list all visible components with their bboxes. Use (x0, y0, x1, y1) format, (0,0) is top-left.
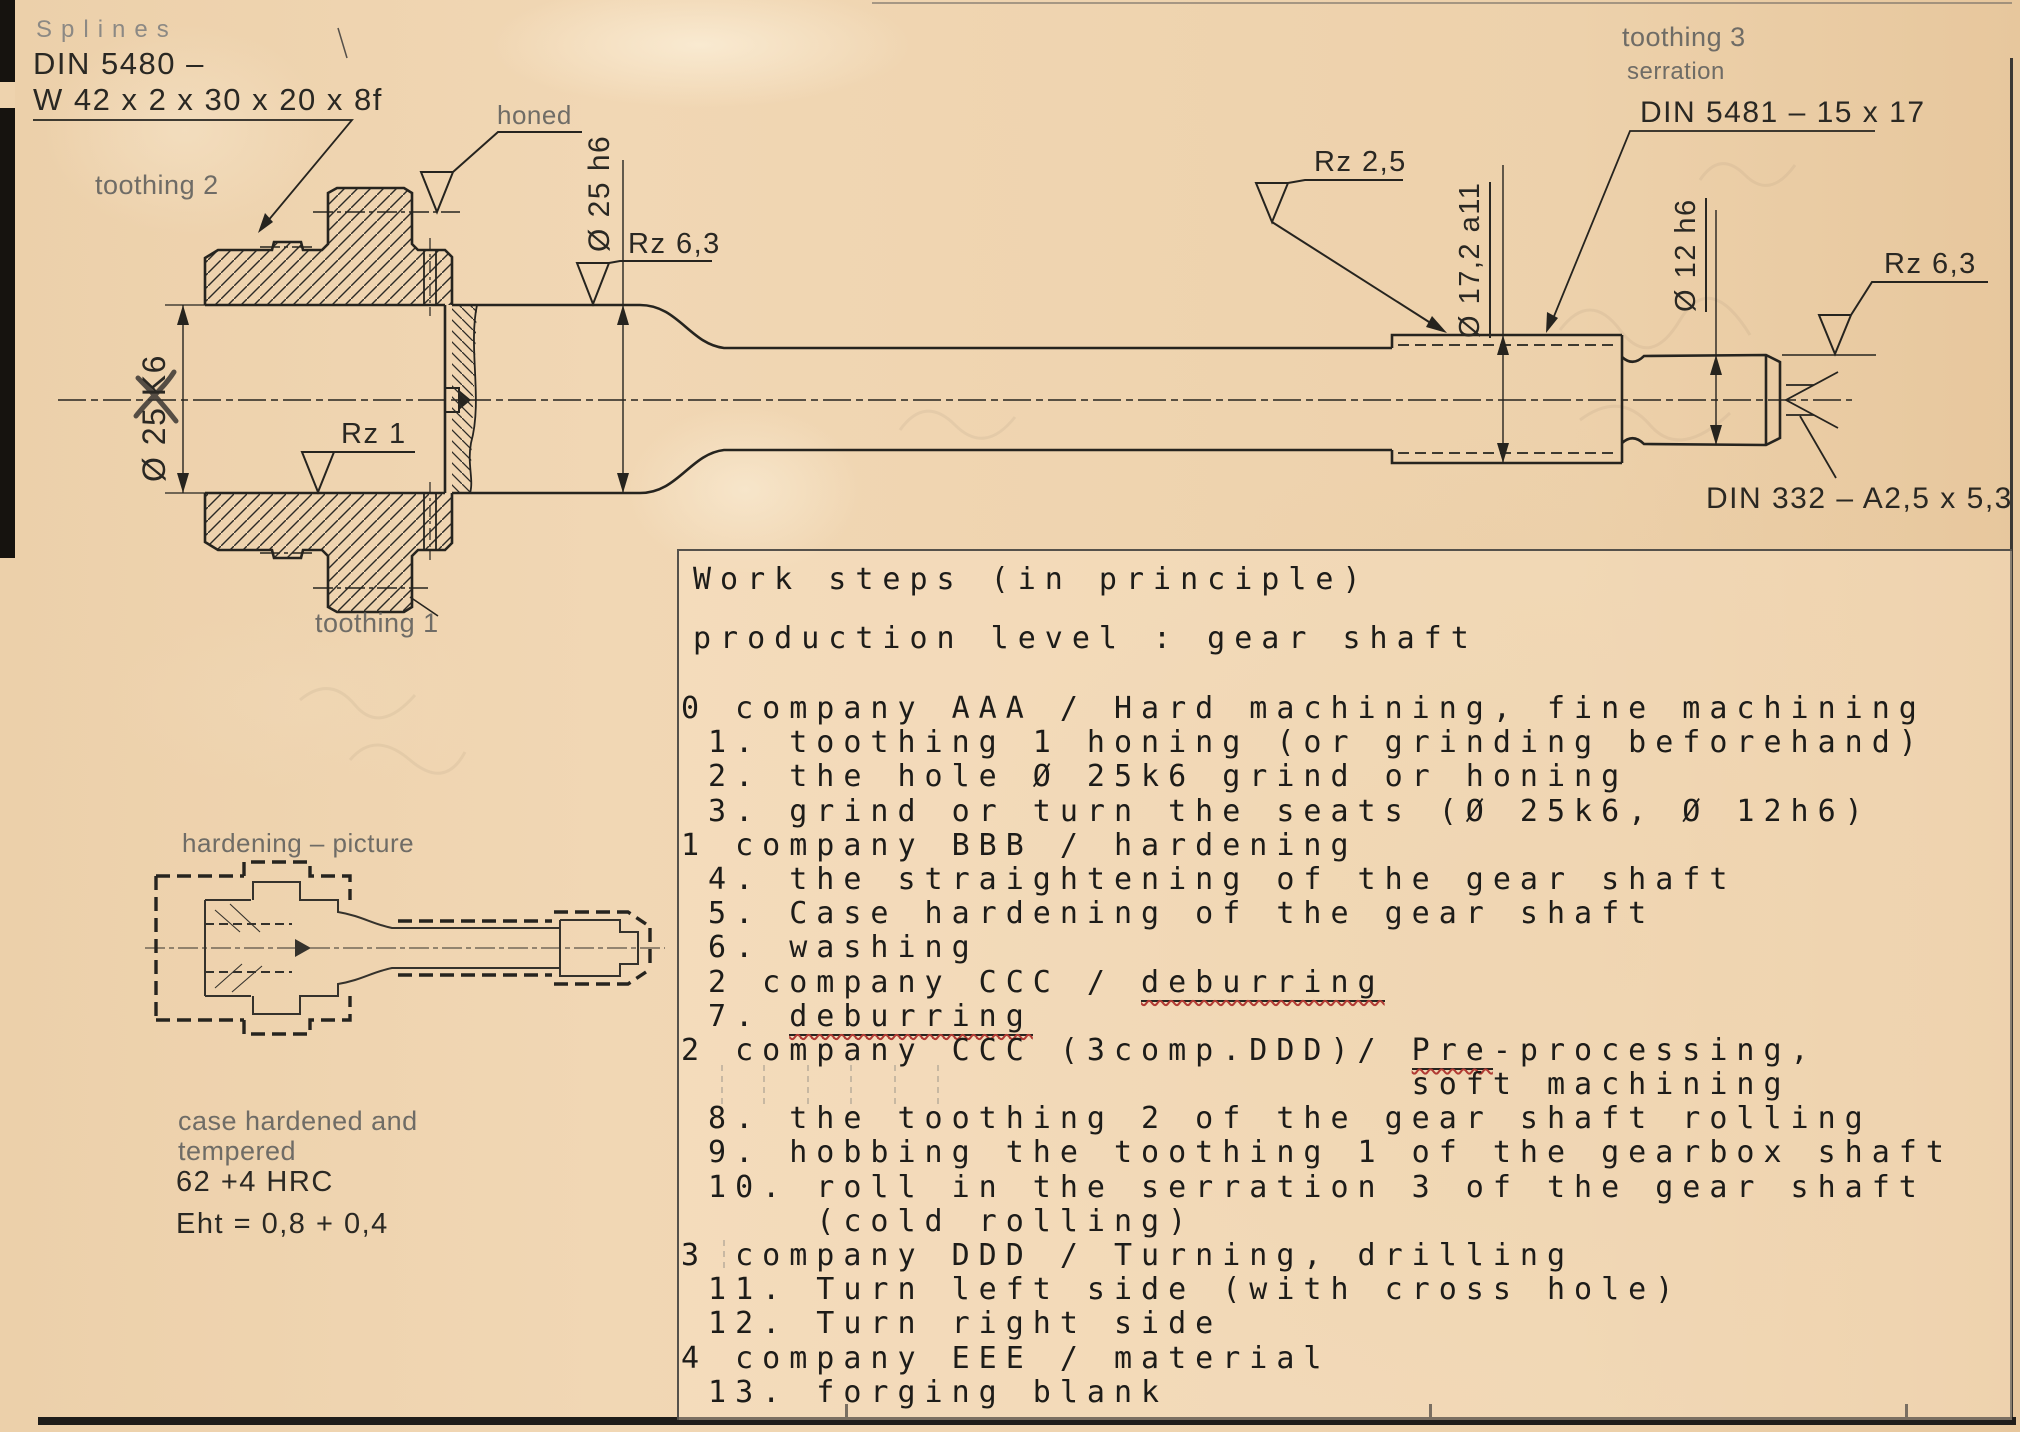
work-step-line: 8. the toothing 2 of the gear shaft rolling (681, 1101, 1872, 1137)
din5480-standard: DIN 5480 – (33, 46, 205, 81)
eht-spec: Eht = 0,8 + 0,4 (176, 1208, 389, 1240)
dim-seat12-text: Ø 12 h6 (1670, 198, 1707, 312)
serration-label: serration (1627, 58, 1725, 85)
rz25-text: Rz 2,5 (1314, 146, 1407, 178)
work-step-line: 2 company CCC (3comp.DDD)/ Pre-processing, (681, 1032, 1818, 1068)
work-step-line: 4. the straightening of the gear shaft (681, 861, 1737, 897)
dim-serration-text: Ø 17,2 a11 (1454, 182, 1491, 338)
work-step-line: (cold rolling) (681, 1203, 1196, 1239)
din5481-standard: DIN 5481 – 15 x 17 (1640, 96, 1926, 129)
work-step-line: 7. deburring (681, 998, 1033, 1034)
production-level: production level : gear shaft (693, 621, 1478, 656)
toothing1-label: toothing 1 (315, 608, 439, 638)
work-step-line: 3. grind or turn the seats (Ø 25k6, Ø 12h6) (681, 793, 1872, 829)
hardening-picture-label: hardening – picture (182, 828, 415, 858)
toothing2-label: toothing 2 (95, 170, 219, 200)
work-step-line: 4 company EEE / material (681, 1340, 1331, 1376)
work-step-line: 10. roll in the serration 3 of the gear shaft (681, 1169, 1926, 1205)
work-step-line: 2. the hole Ø 25k6 grind or honing (681, 759, 1629, 795)
din332-standard: DIN 332 – A2,5 x 5,3 (1706, 482, 2013, 515)
toothing3-label: toothing 3 (1622, 22, 1746, 52)
spline-designation: W 42 x 2 x 30 x 20 x 8f (33, 82, 383, 117)
rz63-left-text: Rz 6,3 (628, 228, 721, 260)
work-step-line: 13. forging blank (681, 1374, 1169, 1410)
work-step-line: soft machining (681, 1067, 1791, 1103)
rz63-right-text: Rz 6,3 (1884, 248, 1977, 280)
work-step-line: 12. Turn right side (681, 1306, 1223, 1342)
honed-label: honed (497, 100, 572, 130)
case-hardened-line1: case hardened and (178, 1106, 418, 1136)
work-step-line: 1. toothing 1 honing (or grinding beforehand) (681, 725, 1926, 761)
work-step-line: 1 company BBB / hardening (681, 827, 1358, 863)
work-step-line: 2 company CCC / deburring (681, 964, 1385, 1000)
work-step-line: 0 company AAA / Hard machining, fine machining (681, 691, 1926, 726)
splines-heading: Splines (36, 16, 178, 43)
work-step-line: 11. Turn left side (with cross hole) (681, 1272, 1683, 1308)
case-hardened-line2: tempered (178, 1136, 297, 1166)
work-steps-title: Work steps (in principle) (693, 562, 1370, 597)
work-step-line: 5. Case hardening of the gear shaft (681, 896, 1656, 932)
dim-bore-text: Ø 25 K6 (136, 354, 172, 482)
work-step-line: 3 company DDD / Turning, drilling (681, 1238, 1575, 1273)
work-step-line: 6. washing (681, 930, 979, 966)
hardness-spec: 62 +4 HRC (176, 1166, 334, 1198)
dim-seat25-text: Ø 25 h6 (583, 134, 616, 252)
rz1-text: Rz 1 (341, 418, 407, 450)
work-step-line: 9. hobbing the toothing 1 of the gearbox shaft (681, 1135, 1953, 1171)
